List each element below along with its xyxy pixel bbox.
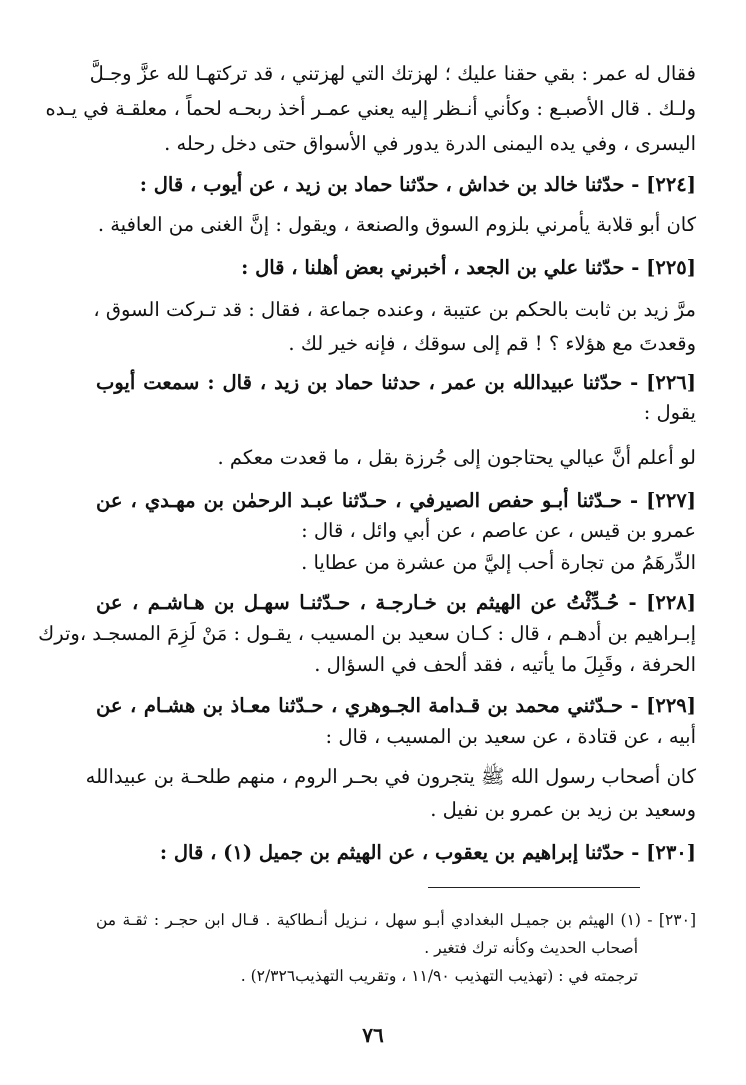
text-line: ولـك . قال الأصبـع : وكأني أنـظر إليه يعني عمـر أخذ ربحـه لحماً ، معلقـة في يـده [45, 97, 696, 120]
footnote-line: ترجمته في : (تهذيب التهذيب ١١/٩٠ ، وتقريب التهذيب٢/٣٢٦) . [240, 967, 638, 985]
footnote-divider [428, 887, 640, 888]
text-line: أبيه ، عن قتادة ، عن سعيد بن المسيب ، قال : [325, 725, 696, 748]
text-line: الدِّرهَمُ من تجارة أحب إليَّ من عشرة من عطايا . [301, 551, 696, 574]
hadith-heading: [٢٢٦] - حدّثنا عبيدالله بن عمر ، حدثنا حماد بن زيد ، قال : سمعت أيوب [96, 371, 696, 394]
text-line: كان أصحاب رسول الله ﷺ يتجرون في بحـر الروم ، منهم طلحـة بن عبيدالله [85, 765, 696, 788]
hadith-heading: [٢٢٧] - حـدّثنا أبـو حفص الصيرفي ، حـدّثنا عبـد الرحمٰن بن مهـدي ، عن [96, 489, 696, 512]
text-line: يقول : [643, 401, 696, 424]
text-line: كان أبو قلابة يأمرني بلزوم السوق والصنعة ، ويقول : إنَّ الغنى من العافية . [97, 213, 696, 236]
text-line: إبـراهيم بن أدهـم ، قال : كـان سعيد بن المسيب ، يقـول : مَنْ لَزِمَ المسجـد ،وترك [38, 622, 696, 645]
text-line: لو أعلم أنَّ عيالي يحتاجون إلى جُرزة بقل ، ما قعدت معكم . [217, 446, 696, 469]
text-line: مرَّ زيد بن ثابت بالحكم بن عتيبة ، وعنده جماعة ، فقال : قد تـركت السوق ، [93, 298, 696, 321]
text-line: اليسرى ، وفي يده اليمنى الدرة يدور في الأسواق حتى دخل رحله . [164, 132, 696, 155]
hadith-heading: [٢٣٠] - حدّثنا إبراهيم بن يعقوب ، عن الهيثم بن جميل (١) ، قال : [159, 841, 696, 864]
text-line: فقال له عمر : بقي حقنا عليك ؛ لهزتك التي لهزتني ، قد تركتهـا لله عزَّ وجـلَّ [89, 62, 696, 85]
hadith-heading: [٢٢٨] - حُـدِّثْتُ عن الهيثم بن خـارجـة ، حـدّثنـا سهـل بن هـاشـم ، عن [96, 591, 696, 614]
hadith-heading: [٢٢٥] - حدّثنا علي بن الجعد ، أخبرني بعض أهلنا ، قال : [241, 256, 696, 279]
hadith-heading: [٢٢٩] - حـدّثني محمد بن قـدامة الجـوهري ، حـدّثنا معـاذ بن هشـام ، عن [96, 694, 696, 717]
text-line: وسعيد بن زيد بن عمرو بن نفيل . [430, 798, 696, 821]
footnote-line: أصحاب الحديث وكأنه ترك فتغير . [424, 939, 638, 957]
footnote-line: [٢٣٠] - (١) الهيثم بن جميـل البغدادي أبـو سهل ، نـزيل أنـطاكية . قـال ابن حجـر : ثقـة من [96, 911, 696, 929]
text-line: وقعدتَ مع هؤلاء ؟ ! قم إلى سوقك ، فإنه خير لك . [288, 332, 696, 355]
page-number: ٧٦ [362, 1023, 384, 1047]
text-line: الحرفة ، وقَبِلَ ما يأتيه ، فقد ألحف في السؤال . [314, 653, 696, 676]
hadith-heading: [٢٢٤] - حدّثنا خالد بن خداش ، حدّثنا حماد بن زيد ، عن أيوب ، قال : [139, 173, 696, 196]
text-line: عمرو بن قيس ، عن عاصم ، عن أبي وائل ، قال : [301, 519, 696, 542]
